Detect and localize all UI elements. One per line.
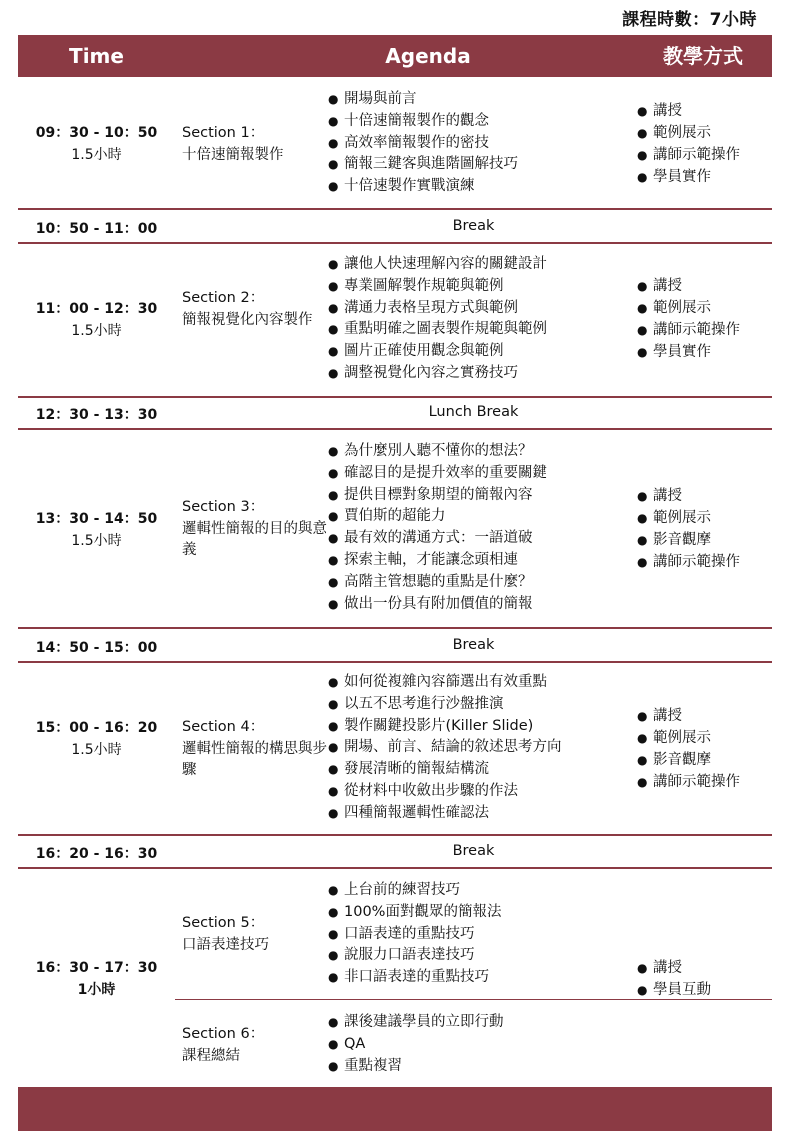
session-4-section [182, 717, 327, 782]
session-6-section-title: 課程總結 [182, 1047, 240, 1064]
break-2-time: 12：30 - 13：30 [35, 407, 158, 423]
row-divider [18, 867, 772, 869]
method-item: ● 範例展示 [637, 727, 767, 749]
break-4-time: 16：20 - 16：30 [35, 846, 158, 862]
session-5-section [182, 913, 327, 956]
method-item: ● 影音觀摩 [637, 749, 767, 771]
agenda-item: ● 十倍速簡報製作的觀念 [328, 111, 628, 133]
agenda-item: ● 製作關鍵投影片(Killer Slide) [328, 716, 628, 738]
break-4-label: Break [452, 843, 495, 859]
agenda-item: ● 上台前的練習技巧 [328, 880, 628, 902]
method-item: ● 講授 [637, 275, 767, 297]
method-item: ● 範例展示 [637, 507, 767, 529]
agenda-item: ● 四種簡報邏輯性確認法 [328, 803, 628, 825]
agenda-item: ● 十倍速製作實戰演練 [328, 176, 628, 198]
session-1-time: 09：30 - 10：50 [35, 125, 158, 141]
session-1-section-number: Section 1： [182, 125, 265, 141]
row-divider [18, 428, 772, 430]
session-2-methods [637, 275, 767, 363]
row-divider [18, 627, 772, 629]
session-4-agenda [328, 672, 628, 825]
session-1-duration: 1.5小時 [71, 147, 122, 163]
session-4-time: 15：00 - 16：20 [35, 720, 158, 736]
method-item: ● 講授 [637, 957, 767, 979]
agenda-item: ● 重點複習 [328, 1056, 628, 1078]
session-5-section-title: 口語表達技巧 [182, 936, 269, 953]
header-time: Time [69, 44, 124, 68]
method-item: ● 講師示範操作 [637, 144, 767, 166]
table-header [18, 35, 772, 77]
break-3-time: 14：50 - 15：00 [35, 640, 158, 656]
header-agenda: Agenda [385, 44, 471, 68]
method-item: ● 講師示範操作 [637, 551, 767, 573]
agenda-item: ● 如何從複雜內容篩選出有效重點 [328, 672, 628, 694]
agenda-item: ● 最有效的溝通方式：一語道破 [328, 528, 628, 550]
method-item: ● 講授 [637, 100, 767, 122]
session-3-methods [637, 485, 767, 573]
break-3-label: Break [452, 637, 495, 653]
break-1-time: 10：50 - 11：00 [35, 221, 158, 237]
agenda-item: ● 重點明確之圖表製作規範與範例 [328, 319, 628, 341]
session-4-methods [637, 705, 767, 793]
break-2-label: Lunch Break [428, 404, 519, 420]
method-item: ● 講授 [637, 705, 767, 727]
session-1-methods [637, 100, 767, 188]
session-5-methods [637, 957, 767, 1001]
method-item: ● 學員實作 [637, 166, 767, 188]
session-2-section [182, 288, 327, 331]
session-3-section [182, 497, 327, 562]
agenda-item: ● 高階主管想聽的重點是什麼？ [328, 572, 628, 594]
session-1-time-cell [18, 122, 175, 166]
session-2-time-cell [18, 298, 175, 342]
method-item: ● 範例展示 [637, 122, 767, 144]
session-1-agenda [328, 89, 628, 198]
row-divider [18, 396, 772, 398]
method-item: ● 講師示範操作 [637, 319, 767, 341]
session-2-duration: 1.5小時 [71, 323, 122, 339]
session-6-section-number: Section 6： [182, 1026, 265, 1042]
method-item: ● 講師示範操作 [637, 771, 767, 793]
agenda-item: ● 簡報三鍵客與進階圖解技巧 [328, 154, 628, 176]
session-3-time-cell [18, 508, 175, 552]
session-2-section-title: 簡報視覺化內容製作 [182, 311, 313, 328]
agenda-item: ● 開場與前言 [328, 89, 628, 111]
method-item: ● 學員實作 [637, 341, 767, 363]
agenda-item: ● 做出一份具有附加價值的簡報 [328, 594, 628, 616]
method-item: ● 影音觀摩 [637, 529, 767, 551]
session-3-time: 13：30 - 14：50 [35, 511, 158, 527]
agenda-item: ● 提供目標對象期望的簡報內容 [328, 485, 628, 507]
agenda-item: ● 100%面對觀眾的簡報法 [328, 902, 628, 924]
session-3-section-number: Section 3： [182, 499, 265, 515]
agenda-item: ● 探索主軸，才能讓念頭相連 [328, 550, 628, 572]
row-divider [18, 834, 772, 836]
agenda-item: ● 調整視覺化內容之實務技巧 [328, 363, 628, 385]
agenda-item: ● 從材料中收斂出步驟的作法 [328, 781, 628, 803]
course-duration: 課程時數：7小時 [622, 10, 757, 30]
row-divider [18, 242, 772, 244]
row-divider [18, 661, 772, 663]
session-6-agenda [328, 1012, 628, 1077]
session-5-agenda [328, 880, 628, 989]
header-method: 教學方式 [663, 44, 743, 68]
agenda-item: ● 圖片正確使用觀念與範例 [328, 341, 628, 363]
agenda-item: ● 開場、前言、結論的敘述思考方向 [328, 737, 628, 759]
session-4-section-number: Section 4： [182, 719, 265, 735]
agenda-item: ● 非口語表達的重點技巧 [328, 967, 628, 989]
method-item: ● 範例展示 [637, 297, 767, 319]
session-6-section [182, 1024, 327, 1067]
session-1-section-title: 十倍速簡報製作 [182, 146, 284, 163]
session-5-duration: 1小時 [77, 982, 116, 998]
agenda-item: ● 高效率簡報製作的密技 [328, 133, 628, 155]
session-4-section-title: 邏輯性簡報的構思與步驟 [182, 740, 327, 778]
session-5-time-cell [18, 957, 175, 1001]
session-5-time: 16：30 - 17：30 [35, 960, 158, 976]
agenda-item: ● 為什麼別人聽不懂你的想法？ [328, 441, 628, 463]
session-4-time-cell [18, 717, 175, 761]
agenda-item: ● 賈伯斯的超能力 [328, 506, 628, 528]
agenda-item: ● 讓他人快速理解內容的關鍵設計 [328, 254, 628, 276]
table-footer [18, 1087, 772, 1131]
break-1-label: Break [452, 218, 495, 234]
session-1-section [182, 123, 327, 166]
agenda-item: ● QA [328, 1034, 628, 1056]
session-5-section-number: Section 5： [182, 915, 265, 931]
session-4-duration: 1.5小時 [71, 742, 122, 758]
agenda-item: ● 發展清晰的簡報結構流 [328, 759, 628, 781]
session-3-duration: 1.5小時 [71, 533, 122, 549]
agenda-item: ● 口語表達的重點技巧 [328, 924, 628, 946]
agenda-item: ● 確認目的是提升效率的重要關鍵 [328, 463, 628, 485]
agenda-item: ● 溝通力表格呈現方式與範例 [328, 298, 628, 320]
agenda-item: ● 課後建議學員的立即行動 [328, 1012, 628, 1034]
session-2-agenda [328, 254, 628, 385]
row-divider [18, 208, 772, 210]
session-3-section-title: 邏輯性簡報的目的與意義 [182, 520, 327, 558]
agenda-item: ● 專業圖解製作規範與範例 [328, 276, 628, 298]
method-item: ● 講授 [637, 485, 767, 507]
method-item: ● 學員互動 [637, 979, 767, 1001]
session-3-agenda [328, 441, 628, 615]
agenda-item: ● 說服力口語表達技巧 [328, 945, 628, 967]
session-2-time: 11：00 - 12：30 [35, 301, 158, 317]
session-2-section-number: Section 2： [182, 290, 265, 306]
agenda-item: ● 以五不思考進行沙盤推演 [328, 694, 628, 716]
